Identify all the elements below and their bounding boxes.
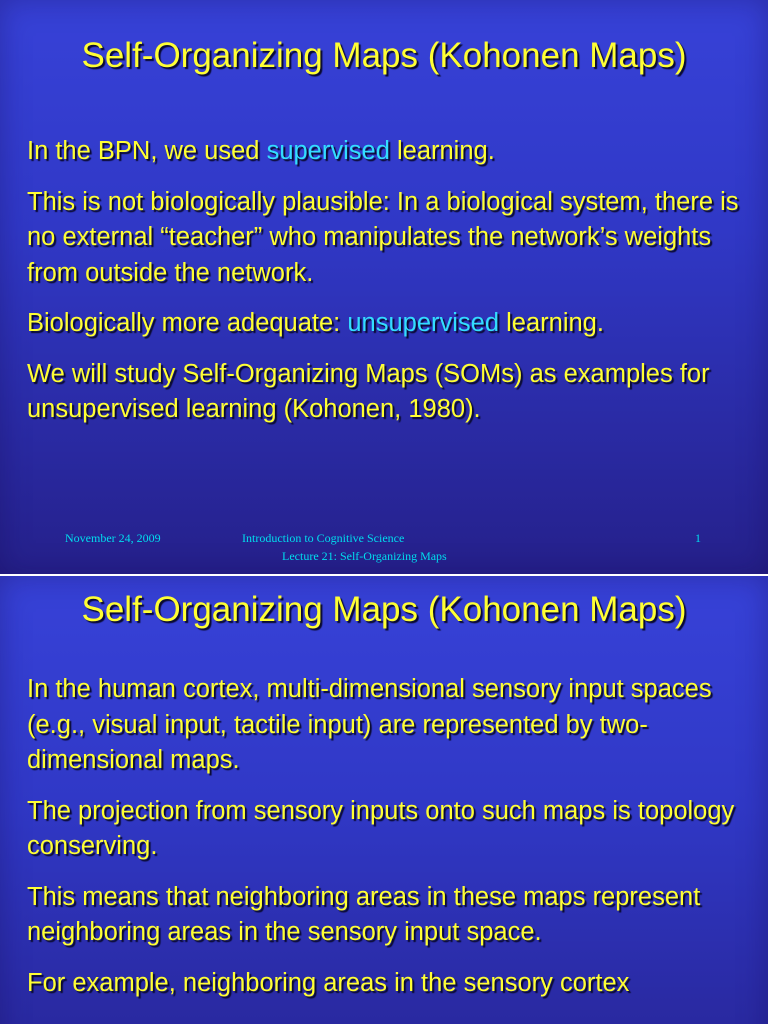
highlight-supervised: supervised (266, 137, 390, 165)
highlight-unsupervised: unsupervised (347, 309, 500, 337)
footer-lecture: Lecture 21: Self-Organizing Maps (282, 549, 447, 563)
slide-2 (0, 576, 768, 1024)
footer-date: November 24, 2009 (65, 531, 161, 545)
paragraph-example: For example, neighboring areas in the sensory cortex (27, 968, 630, 997)
text-segment: Biologically more adequate: (27, 309, 348, 337)
text-segment: In the BPN, we used (27, 137, 267, 165)
paragraph-cortex: In the human cortex, multi-dimensional sensory input spaces (e.g., visual input, tactile input) are represented by two-dimensional maps. (27, 675, 712, 774)
paragraph-projection: The projection from sensory inputs onto such maps is topology conserving. (27, 796, 735, 860)
paragraph-supervised (27, 134, 747, 170)
paragraph-soms: We will study Self-Organizing Maps (SOMs) as examples for unsupervised learning (Kohonen, 1980). (27, 359, 710, 423)
text-segment: learning. (499, 309, 604, 337)
slide-body (27, 672, 747, 1016)
slide-title: Self-Organizing Maps (Kohonen Maps) (81, 36, 687, 75)
paragraph-unsupervised (27, 306, 747, 342)
footer-page-number: 1 (695, 531, 701, 545)
footer-course: Introduction to Cognitive Science (242, 531, 405, 545)
paragraph-neighboring: This means that neighboring areas in these maps represent neighboring areas in the sensory input space. (27, 882, 701, 946)
text-segment: learning. (389, 137, 495, 165)
slide-body (27, 134, 747, 443)
slide-title: Self-Organizing Maps (Kohonen Maps) (81, 590, 687, 629)
paragraph-plausibility: This is not biologically plausible: In a biological system, there is no external “teacher” who manipulates the network’s weights from outside the network. (27, 187, 739, 287)
